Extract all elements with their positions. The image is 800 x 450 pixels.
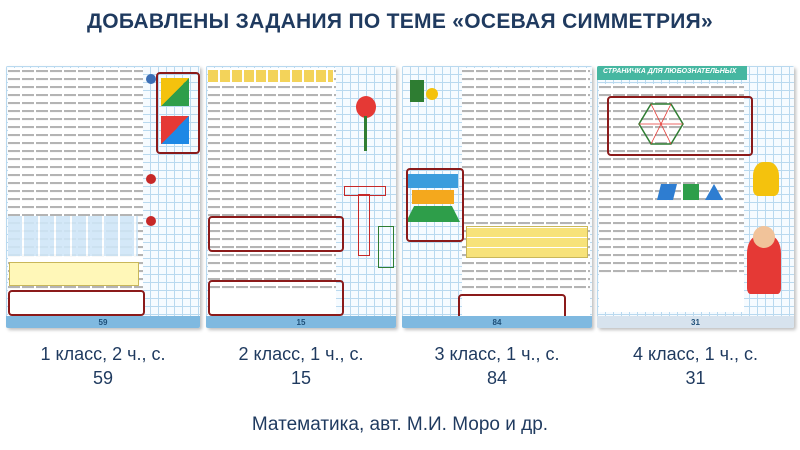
caption-2 — [206, 342, 396, 390]
caption-line: 84 — [486, 368, 508, 388]
caption-line: 2 класс, 1 ч., с. — [238, 344, 364, 364]
caption-line: 3 класс, 1 ч., с. — [434, 344, 560, 364]
page-header: СТРАНИЧКА ДЛЯ ЛЮБОЗНАТЕЛЬНЫХ — [603, 68, 737, 75]
caption-line: 1 класс, 2 ч., с. — [40, 344, 166, 364]
textbook-page-4 — [597, 66, 794, 328]
caption-line: 31 — [685, 368, 706, 388]
caption-1 — [6, 342, 200, 390]
textbook-page-1 — [6, 66, 200, 328]
page-number: 59 — [98, 318, 108, 327]
slide-title: ДОБАВЛЕНЫ ЗАДАНИЯ ПО ТЕМЕ «ОСЕВАЯ СИММЕТРИЯ» — [86, 10, 714, 33]
caption-3 — [402, 342, 592, 390]
page-number: 15 — [296, 318, 306, 327]
caption-line: 59 — [92, 368, 114, 388]
textbook-page-3 — [402, 66, 592, 328]
page-number: 84 — [492, 318, 502, 327]
caption-line: 15 — [290, 368, 312, 388]
caption-4 — [597, 342, 794, 390]
caption-line: 4 класс, 1 ч., с. — [633, 344, 758, 364]
footer-authors: Математика, авт. М.И. Моро и др. — [251, 414, 549, 435]
page-number: 31 — [691, 318, 700, 327]
textbook-page-2 — [206, 66, 396, 328]
